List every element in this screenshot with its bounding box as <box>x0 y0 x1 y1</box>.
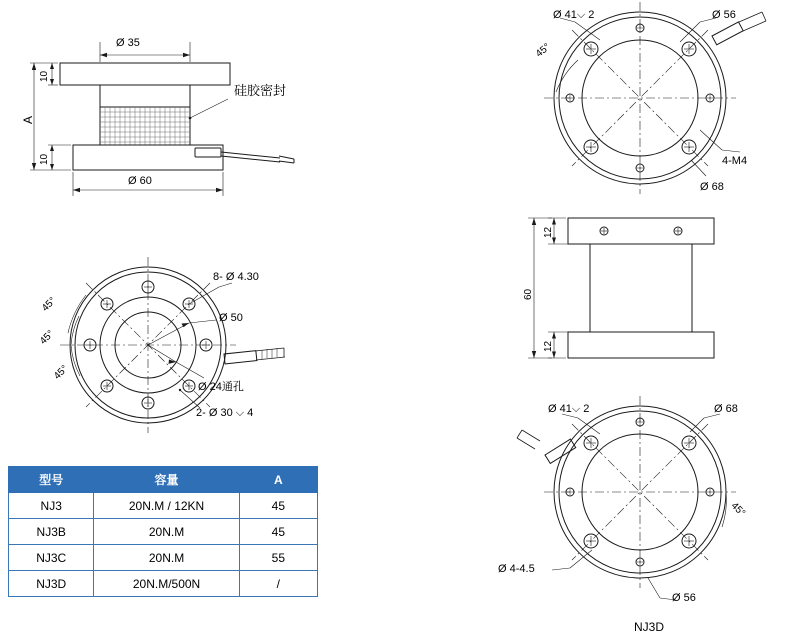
table-row <box>9 493 318 519</box>
label-10-bottom: 10 <box>39 153 50 165</box>
cell-capacity: 20N.M/500N <box>94 571 239 597</box>
cell-model: NJ3B <box>9 519 94 545</box>
cell-a: 45 <box>239 493 317 519</box>
header-a: A <box>239 467 317 493</box>
label-br-angle45: 45° <box>728 500 748 519</box>
label-dia24-through: Ø 24通孔 <box>198 381 244 393</box>
header-capacity: 容量 <box>94 467 239 493</box>
label-br-dia45: Ø 4-4.5 <box>498 563 535 575</box>
spec-table <box>8 466 318 597</box>
label-tr-dia68: Ø 68 <box>700 181 724 193</box>
label-angle-45-b: 45° <box>37 328 57 347</box>
table-header-row <box>9 467 318 493</box>
table-row <box>9 545 318 571</box>
label-mr-12-bottom: 12 <box>543 340 554 352</box>
cell-model: NJ3D <box>9 571 94 597</box>
label-tr-dia56: Ø 56 <box>712 9 736 21</box>
label-dia50: Ø 50 <box>219 312 243 324</box>
cell-capacity: 20N.M <box>94 545 239 571</box>
label-10-top: 10 <box>39 70 50 82</box>
cell-model: NJ3 <box>9 493 94 519</box>
cell-a: / <box>239 571 317 597</box>
label-tr-dia41: Ø 41⌵ 2 <box>553 9 595 21</box>
label-mr-60: 60 <box>523 288 534 300</box>
label-tr-4-m4: 4-M4 <box>722 155 748 167</box>
label-br-dia56: Ø 56 <box>672 592 696 604</box>
figure-caption: NJ3D <box>634 620 665 634</box>
cell-capacity: 20N.M / 12KN <box>94 493 239 519</box>
label-8-holes: 8- Ø 4.30 <box>213 271 259 283</box>
label-2-dia30: 2- Ø 30 ⌵ 4 <box>196 407 254 419</box>
header-model: 型号 <box>9 467 94 493</box>
label-silicone-seal: 硅胶密封 <box>234 83 287 98</box>
label-angle-45-a: 45° <box>39 295 59 314</box>
cell-a: 55 <box>239 545 317 571</box>
label-angle-45-c: 45° <box>51 363 71 382</box>
cell-capacity: 20N.M <box>94 519 239 545</box>
label-tr-angle45: 45° <box>533 41 553 60</box>
table-row <box>9 571 318 597</box>
table-row <box>9 519 318 545</box>
label-A-dim: A <box>21 115 35 124</box>
cell-model: NJ3C <box>9 545 94 571</box>
label-dia35: Ø 35 <box>116 37 140 49</box>
label-dia60: Ø 60 <box>128 175 152 187</box>
label-br-dia68: Ø 68 <box>714 403 738 415</box>
cell-a: 45 <box>239 519 317 545</box>
label-mr-12-top: 12 <box>543 226 554 238</box>
label-br-dia41: Ø 41⌵ 2 <box>548 403 590 415</box>
